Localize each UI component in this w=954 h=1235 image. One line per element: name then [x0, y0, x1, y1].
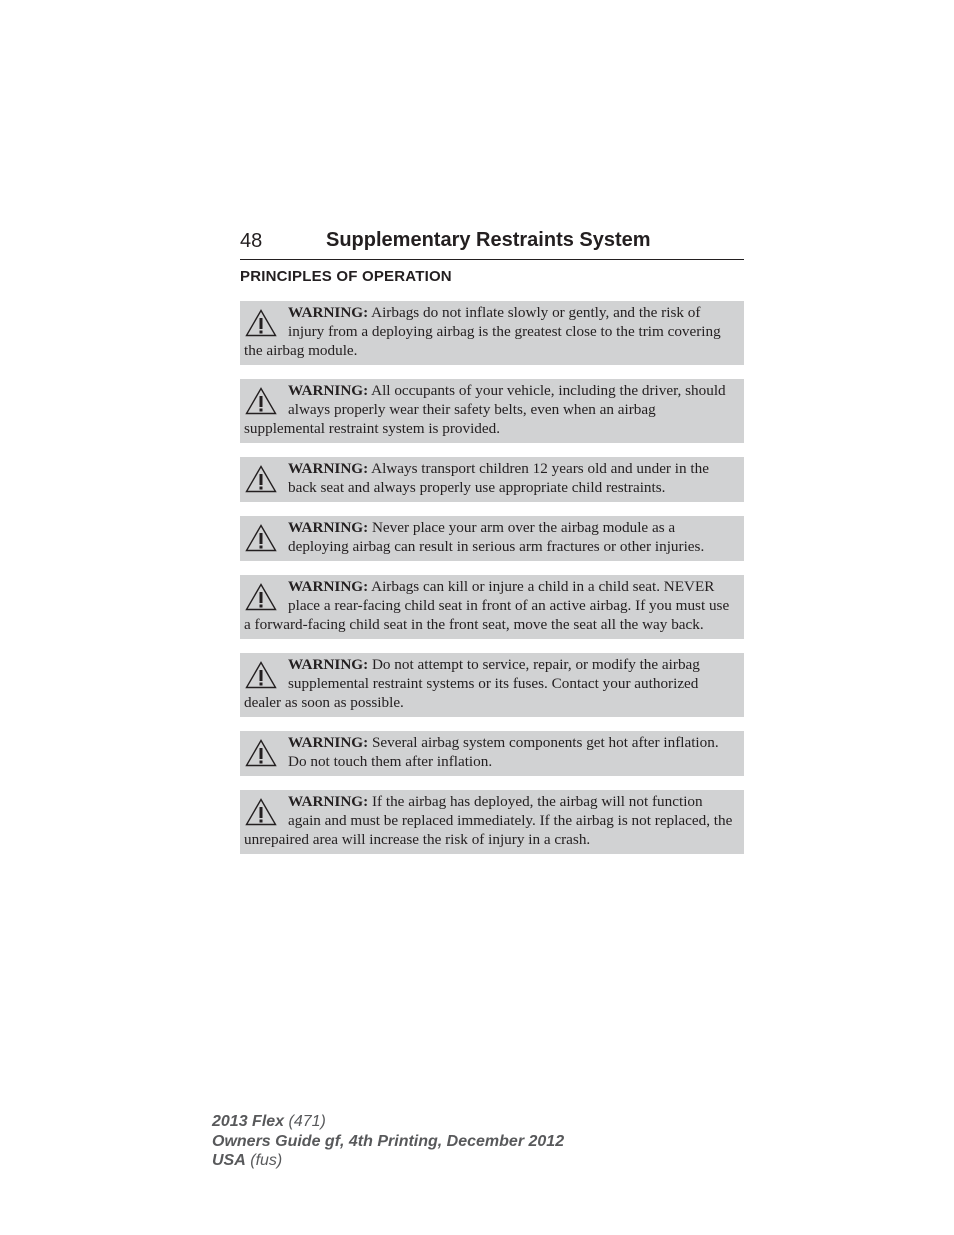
footer-market: USA — [212, 1152, 246, 1169]
warning-text: All occupants of your vehicle, including the driver, should always properly wear their safety belts, even when an airbag supplemental restraint system is provided. — [244, 382, 726, 437]
warning-label: WARNING: — [288, 304, 369, 321]
footer-model-line — [212, 1112, 564, 1132]
warning-triangle-icon — [245, 583, 279, 613]
warning-triangle-icon — [245, 661, 279, 691]
warning-text: Airbags do not inflate slowly or gently, and the risk of injury from a deploying airbag is the greatest close to the trim covering the airbag module. — [244, 304, 721, 359]
warnings-list — [240, 301, 744, 868]
warning-text: Always transport children 12 years old and under in the back seat and always properly use appropriate child restraints. — [288, 460, 709, 496]
warning-label: WARNING: — [288, 656, 369, 673]
warning-box — [240, 516, 744, 561]
warning-text: If the airbag has deployed, the airbag will not function again and must be replaced immediately. If the airbag is not replaced, the unrepaired area will increase the risk of injury in a crash. — [244, 793, 733, 848]
warning-box — [240, 379, 744, 443]
warning-triangle-icon — [245, 309, 279, 339]
warning-box — [240, 301, 744, 365]
footer-guide: Owners Guide gf, 4th Printing, December 2012 — [212, 1132, 565, 1150]
warning-text: Several airbag system components get hot after inflation. Do not touch them after inflation. — [288, 734, 719, 770]
warning-box — [240, 790, 744, 854]
warning-triangle-icon — [245, 739, 279, 769]
page-number: 48 — [240, 230, 263, 252]
warning-box — [240, 653, 744, 717]
footer-guide-line — [212, 1132, 564, 1152]
page-header — [240, 228, 744, 260]
warning-text: Never place your arm over the airbag module as a deploying airbag can result in serious arm fractures or other injuries. — [288, 519, 705, 555]
warning-triangle-icon — [245, 465, 279, 495]
warning-text: Do not attempt to service, repair, or modify the airbag supplemental restraint systems or its fuses. Contact your authorized dealer as soon as possible. — [244, 656, 700, 711]
warning-label: WARNING: — [288, 519, 369, 536]
page-footer — [212, 1112, 564, 1171]
warning-box — [240, 457, 744, 502]
footer-model: 2013 Flex — [212, 1113, 285, 1130]
warning-box — [240, 731, 744, 776]
footer-model-code: (471) — [288, 1113, 326, 1130]
warning-label: WARNING: — [288, 793, 369, 810]
warning-label: WARNING: — [288, 460, 369, 477]
warning-label: WARNING: — [288, 734, 369, 751]
warning-triangle-icon — [245, 524, 279, 554]
warning-triangle-icon — [245, 798, 279, 828]
section-heading: PRINCIPLES OF OPERATION — [240, 268, 452, 285]
warning-label: WARNING: — [288, 382, 369, 399]
warning-box — [240, 575, 744, 639]
warning-triangle-icon — [245, 387, 279, 417]
footer-market-code: (fus) — [250, 1152, 283, 1169]
warning-label: WARNING: — [288, 578, 369, 595]
chapter-title: Supplementary Restraints System — [326, 229, 651, 251]
warning-text: Airbags can kill or injure a child in a child seat. NEVER place a rear-facing child seat in front of an active airbag. If you must use a forward-facing child seat in the front seat, move the seat all the way back. — [244, 578, 730, 633]
footer-market-line — [212, 1151, 564, 1171]
